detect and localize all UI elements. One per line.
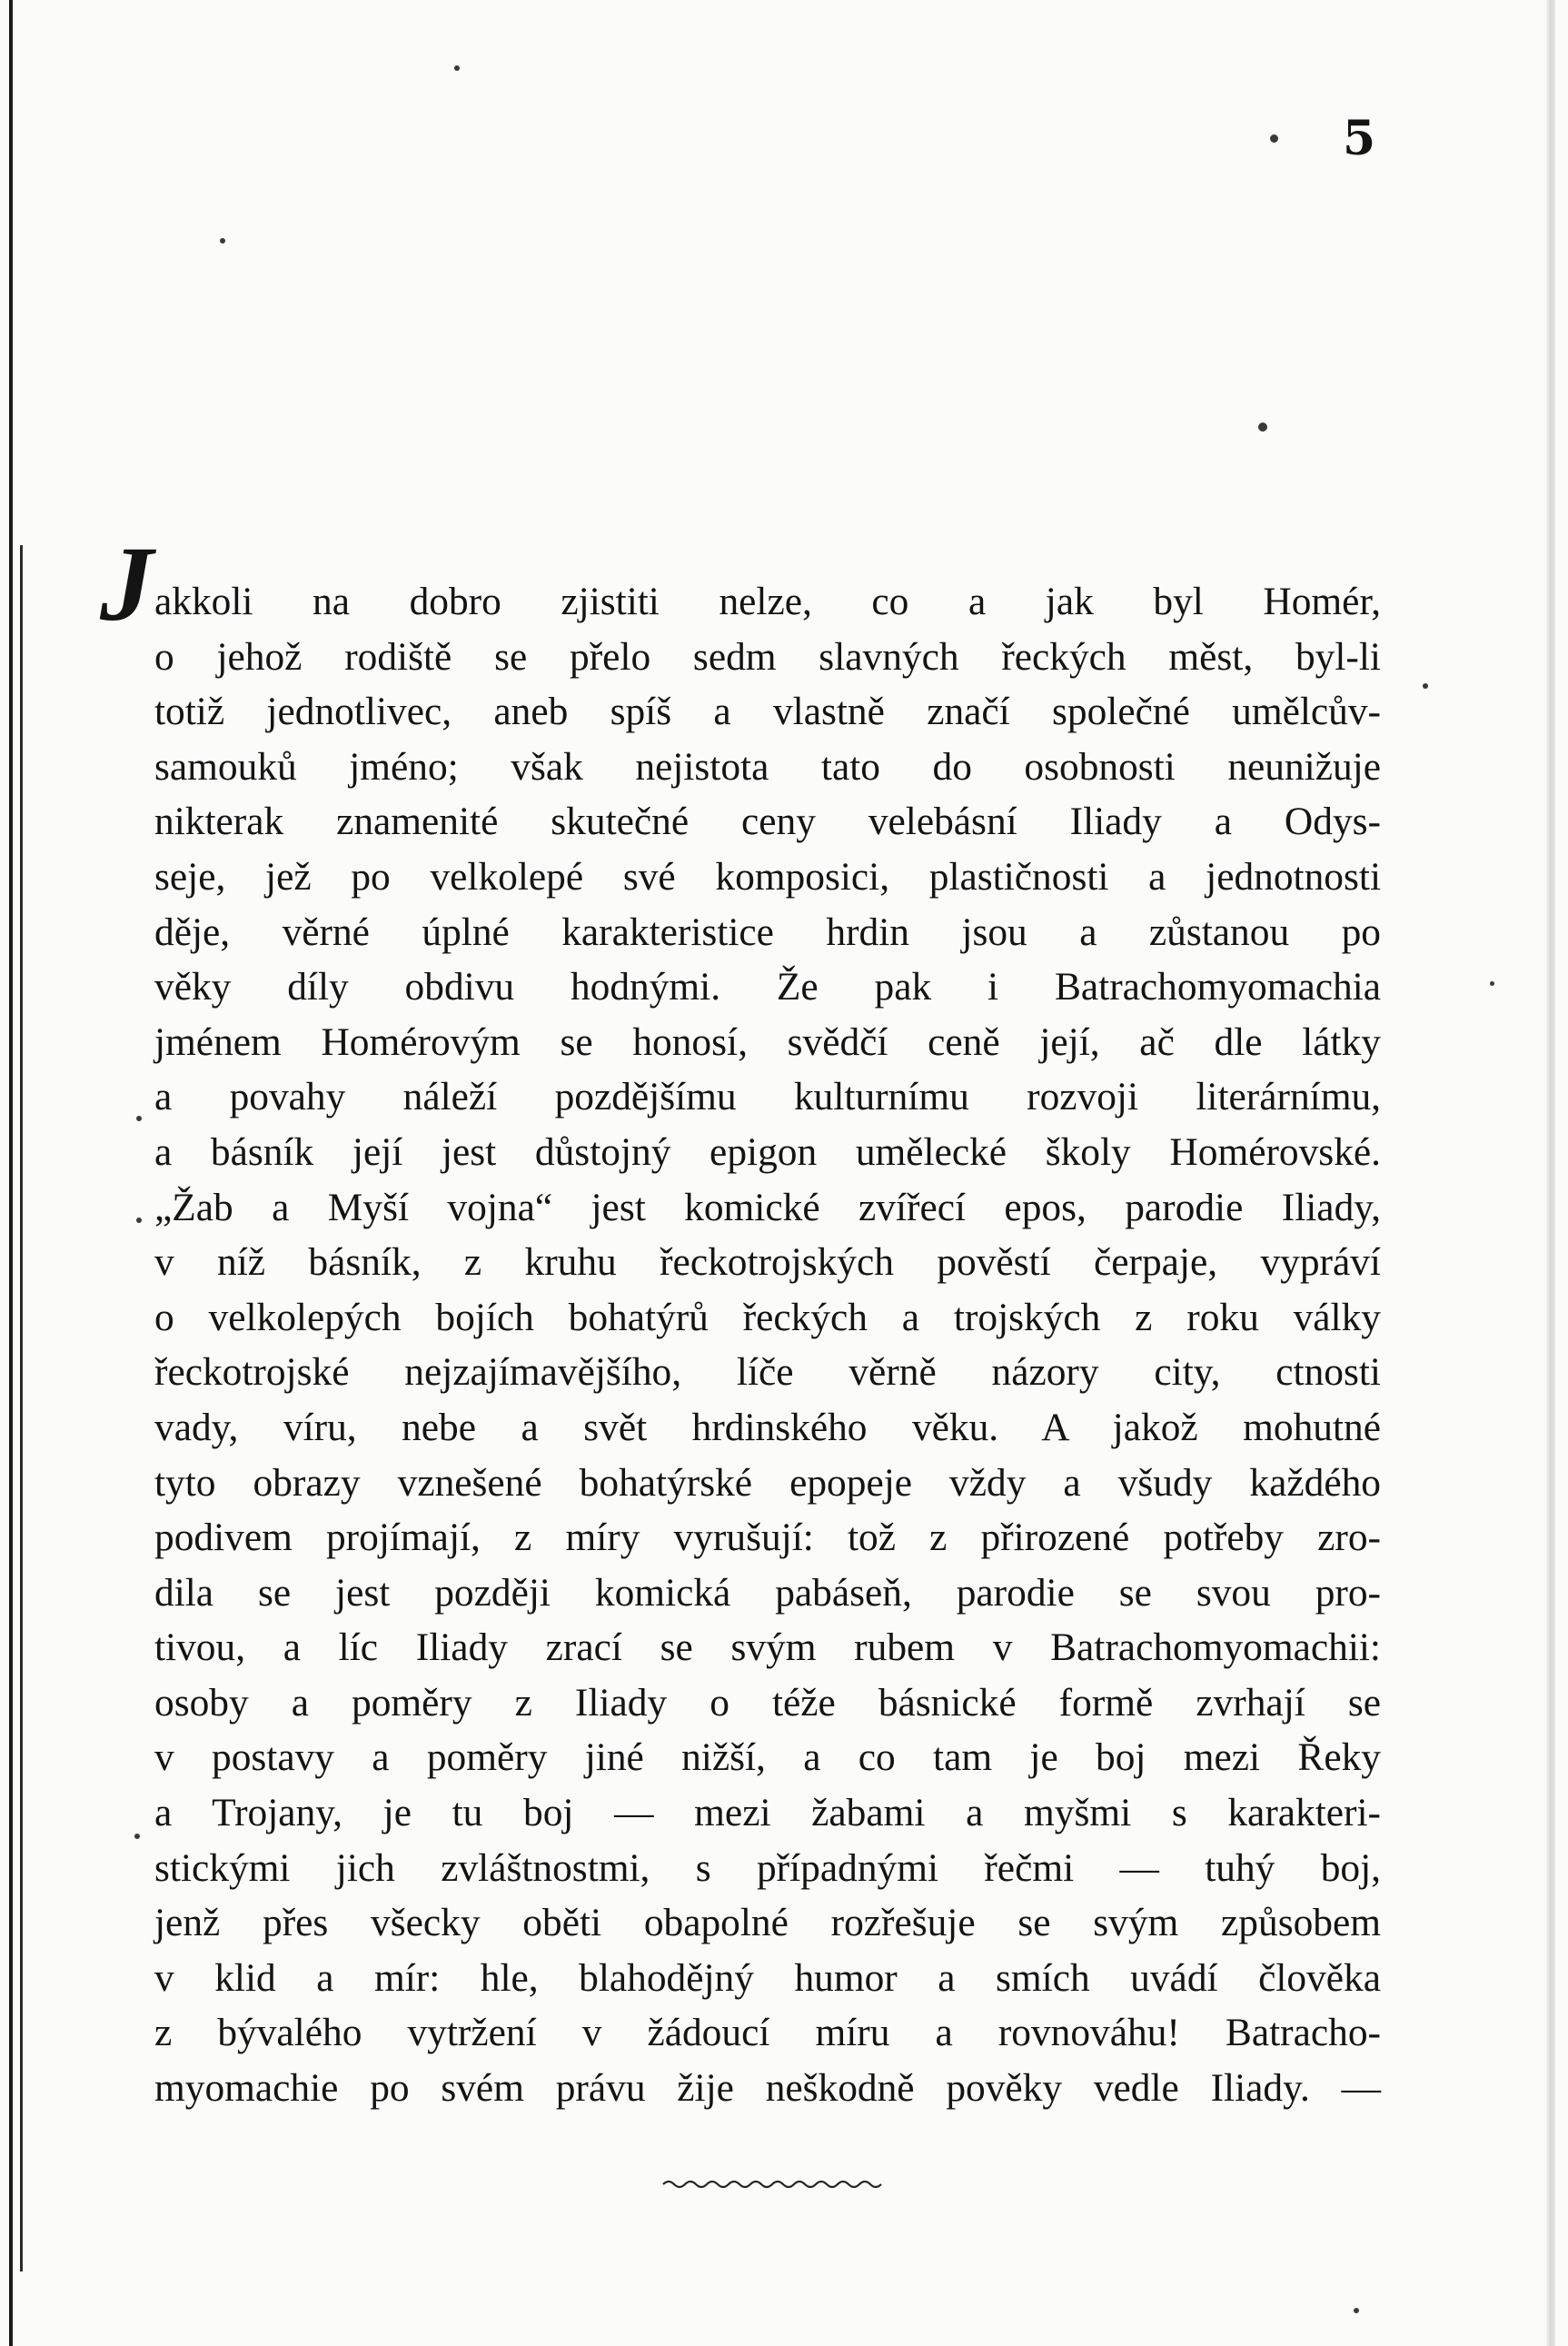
print-speck [1423,683,1428,689]
text-line: o velkolepých bojích bohatýrů řeckých a trojských z roku války [154,1295,1381,1339]
print-speck [1490,981,1494,986]
text-line: v níž básník, z kruhu řeckotrojských pověstí čerpaje, vypráví [154,1240,1381,1285]
page-right-edge-shadow [1546,0,1555,2346]
text-line: a básník její jest důstojný epigon umělecké školy Homérovské. [154,1129,1381,1174]
text-line: řeckotrojské nejzajímavějšího, líče věrně názory city, ctnosti [154,1350,1381,1395]
text-line: samouků jméno; však nejistota tato do osobnosti neunižuje [154,744,1381,789]
print-speck [134,1834,140,1839]
text-line: jenž přes všecky oběti obapolné rozřešuje se svým způsobem [154,1901,1381,1945]
text-line: vady, víru, nebe a svět hrdinského věku. A jakož mohutné [154,1405,1381,1449]
text-line: totiž jednotlivec, aneb spíš a vlastně značí společné umělcův- [154,690,1381,734]
print-speck [454,65,460,71]
text-line: a Trojany, je tu boj — mezi žabami a myšmi s karakteri- [154,1791,1381,1835]
text-line: jménem Homérovým se honosí, svědčí ceně její, ač dle látky [154,1019,1381,1064]
print-speck [136,1116,142,1121]
text-line: osoby a poměry z Iliady o téže básnické formě zvrhají se [154,1680,1381,1725]
text-line: „Žab a Myší vojna“ jest komické zvířecí epos, parodie Iliady, [154,1185,1381,1229]
text-line: tyto obrazy vznešené bohatýrské epopeje vždy a všudy každého [154,1460,1381,1505]
text-line: nikterak znamenité skutečné ceny velebásní Iliady a Odys- [154,800,1381,844]
page-left-edge-shadow [9,0,13,2346]
wavy-rule-ornament [661,2177,887,2192]
print-speck [1270,134,1278,143]
text-line: v klid a mír: hle, blahodějný humor a smích uvádí člověka [154,1955,1381,2000]
text-line: o jehož rodiště se přelo sedm slavných řeckých měst, byl-li [154,634,1381,679]
text-line: akkoli na dobro zjistiti nelze, co a jak byl Homér, [154,580,1381,623]
drop-cap: J [100,524,154,643]
print-speck [1354,2308,1359,2313]
text-line: myomachie po svém právu žije neškodně pověky vedle Iliady. — [154,2066,1381,2111]
text-line: tivou, a líc Iliady zrací se svým rubem v Batrachomyomachii: [154,1625,1381,1670]
text-line: a povahy náleží pozdějšímu kulturnímu rozvoji literárnímu, [154,1075,1381,1119]
text-line: podivem projímají, z míry vyrušují: tož z přirozené potřeby zro- [154,1516,1381,1560]
text-line: věky díly obdivu hodnými. Že pak i Batrachomyomachia [154,965,1381,1009]
text-line: v postavy a poměry jiné nižší, a co tam je boj mezi Řeky [154,1735,1381,1780]
text-line: dila se jest později komická pabáseň, parodie se svou pro- [154,1570,1381,1615]
print-speck [1258,422,1267,432]
text-line: stickými jich zvláštnostmi, s případnými řečmi — tuhý boj, [154,1845,1381,1890]
body-paragraph [154,574,1381,2116]
page-binding-line [20,545,23,2271]
text-line: z bývalého vytržení v žádoucí míru a rovnováhu! Batracho- [154,2011,1381,2055]
page-number: 5 [1343,111,1376,166]
text-line: seje, jež po velkolepé své komposici, plastičnosti a jednotnosti [154,854,1381,899]
text-line: děje, věrné úplné karakteristice hrdin jsou a zůstanou po [154,910,1381,954]
print-speck [136,1218,142,1223]
print-speck [220,238,225,244]
